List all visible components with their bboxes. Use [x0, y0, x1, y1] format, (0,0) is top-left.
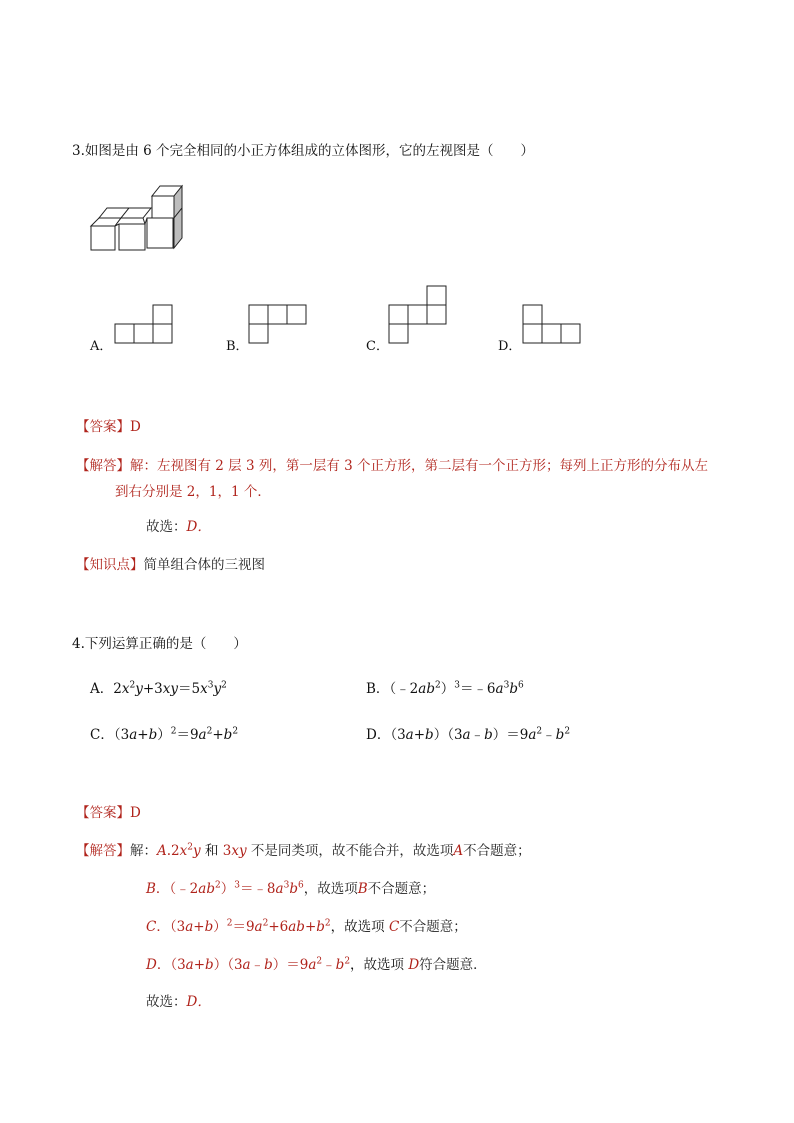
q3-option-a-figure[interactable]	[114, 304, 174, 346]
q3-solution-text1: 解：左视图有 2 层 3 列，第一层有 3 个正方形，第二层有一个正方形；每列上正方形的分布从左	[130, 458, 709, 474]
q3-option-d-figure[interactable]	[522, 304, 582, 346]
q3-answer	[76, 415, 141, 435]
q4-answer-tag: 【答案】	[76, 805, 130, 821]
q4-line-a-text1: 不是同类项，故不能合并，故选项	[250, 843, 454, 859]
q3-choose-value: D．	[186, 519, 211, 535]
q3-stem: 3.如图是由 6 个完全相同的小正方体组成的立体图形，它的左视图是（ ）	[72, 143, 535, 159]
q4-line-b-letter: B	[357, 881, 368, 897]
q4-choose	[146, 990, 211, 1010]
q4-solution-line-b: B．$(﹣2ab^2)^3=﹣8a^3b^6$，故选项B不合题意；	[146, 880, 436, 897]
q4-option-b-label: B．	[366, 681, 390, 697]
q3-answer-tag: 【答案】	[76, 419, 130, 435]
q3-answer-value: D	[130, 419, 141, 435]
q3-option-b-label[interactable]: B．	[226, 339, 249, 354]
q4-choose-value: D．	[186, 994, 211, 1010]
q4-option-a-label: A．	[90, 681, 114, 697]
q3-option-b-figure[interactable]	[248, 304, 308, 346]
q4-line-d-letter: D	[408, 957, 420, 973]
q4-jie: 解：	[130, 843, 157, 859]
q4-option-c[interactable]: C．$(3a+b)^2=9a^2+b^2$	[90, 726, 239, 743]
q4-solution-line-a: 【解答】解：$A.2x^2y$ 和 3xy 不是同类项，故不能合并，故选项A不合题意；	[76, 842, 531, 859]
q4-line-c-end: 不合题意；	[399, 919, 467, 935]
q4-answer-value: D	[130, 805, 141, 821]
q3-knowledge	[76, 553, 265, 573]
q4-option-a[interactable]: A．$2x^2y+3xy=5x^3y^2$	[90, 680, 227, 697]
q3-solid-figure	[85, 180, 195, 260]
q4-answer	[76, 801, 141, 821]
q4-line-a-letter: A	[453, 843, 464, 859]
q4-stem: 4.下列运算正确的是（ ）	[72, 636, 247, 652]
q3-option-d-label[interactable]: D．	[498, 339, 522, 354]
q3-choose	[146, 515, 211, 535]
q4-line-b-text: ，故选项	[303, 881, 358, 897]
q4-line-a-text2: 不合题意；	[463, 843, 531, 859]
q3-option-a-label[interactable]: A．	[90, 339, 113, 354]
q4-choose-prefix: 故选：	[146, 994, 187, 1010]
q4-solution-line-c: C．$(3a+b)^2=9a^2+6ab+b^2$，故选项 C不合题意；	[146, 918, 467, 935]
q4-line-c-letter: C	[388, 919, 400, 935]
q4-line-b-end: 不合题意；	[367, 881, 436, 897]
q4-option-c-label: C．	[90, 727, 114, 743]
q4-solution-tag: 【解答】	[76, 843, 130, 859]
q3-solution-tag: 【解答】	[76, 458, 130, 474]
q4-option-d-label: D．	[366, 727, 391, 743]
q3-knowledge-text: 简单组合体的三视图	[143, 557, 265, 573]
q3-solution-line1	[76, 454, 708, 474]
q3-choose-prefix: 故选：	[146, 519, 187, 535]
q4-solution-line-d: D．$(3a+b)(3a﹣b)=9a^2﹣b^2$，故选项 D符合题意．	[146, 956, 487, 973]
q4-line-d-end: 符合题意．	[419, 957, 487, 973]
q4-option-d[interactable]: D．$(3a+b)(3a﹣b)=9a^2﹣b^2$	[366, 726, 571, 743]
q3-option-c-label[interactable]: C．	[366, 339, 389, 354]
q3-solution-line2: 到右分别是 2，1，1 个．	[115, 484, 271, 500]
q3-knowledge-tag: 【知识点】	[76, 557, 144, 573]
q3-option-c-figure[interactable]	[388, 285, 448, 345]
q4-option-b[interactable]: B．$(﹣2ab^2)^3=﹣6a^3b^6$	[366, 680, 524, 697]
